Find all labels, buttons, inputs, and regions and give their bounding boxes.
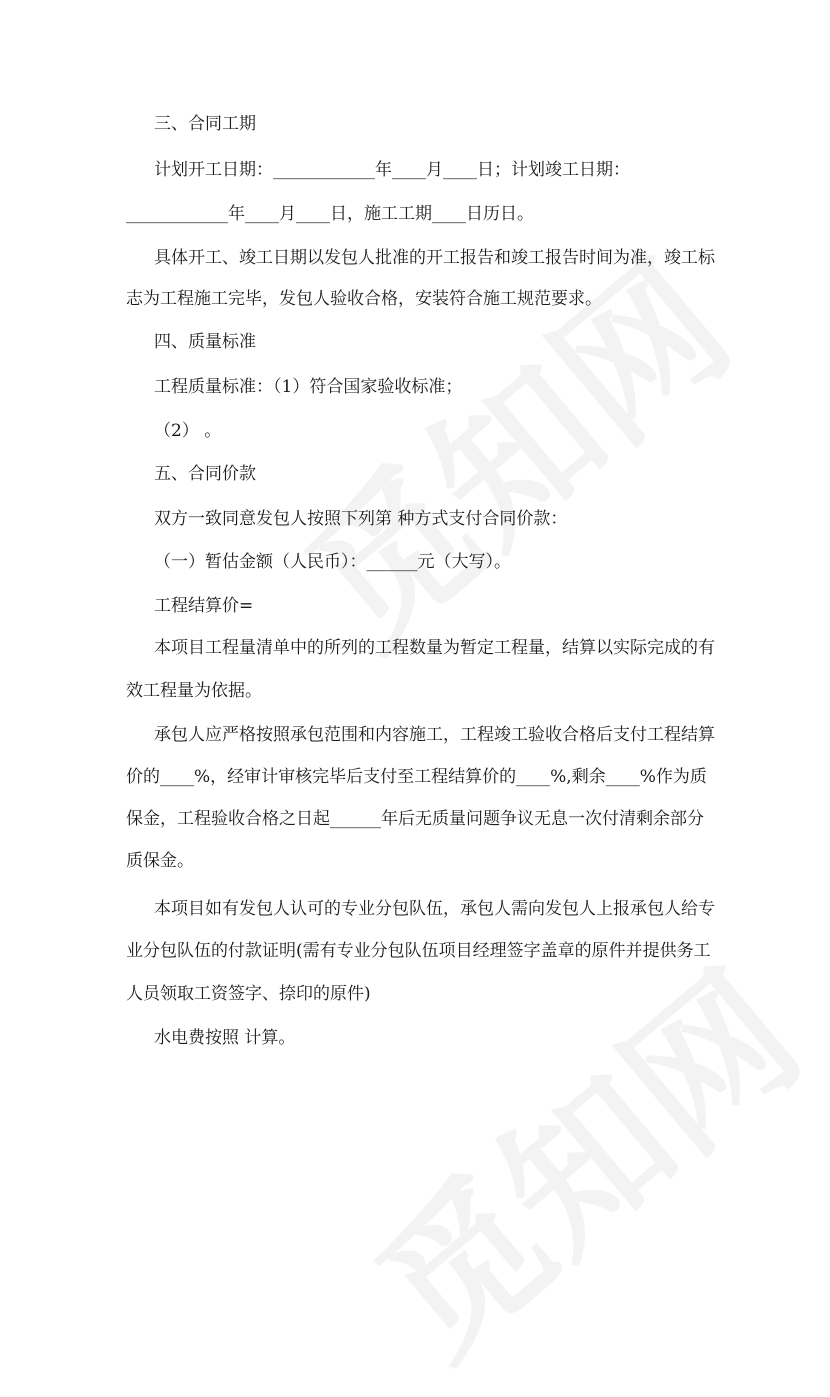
paragraph-line: 承包人应严格按照承包范围和内容施工，工程竣工验收合格后支付工程结算 bbox=[154, 725, 715, 745]
paragraph-line: 业分包队伍的付款证明(需有专业分包队伍项目经理签字盖章的原件并提供务工 bbox=[126, 941, 711, 961]
paragraph-line: 双方一致同意发包人按照下列第 种方式支付合同价款： bbox=[154, 509, 568, 529]
section-heading-contract-price: 五、合同价款 bbox=[154, 464, 256, 484]
paragraph-line: 质保金。 bbox=[126, 851, 194, 871]
paragraph-line: 工程结算价= bbox=[154, 596, 254, 616]
paragraph-line: 本项目如有发包人认可的专业分包队伍，承包人需向发包人上报承包人给专 bbox=[154, 899, 715, 919]
paragraph-line: ____________年____月____日，施工工期____日历日。 bbox=[126, 204, 534, 224]
paragraph-line: 工程质量标准：（1）符合国家验收标准； bbox=[154, 377, 463, 397]
paragraph-line: 志为工程施工完毕，发包人验收合格，安装符合施工规范要求。 bbox=[126, 289, 602, 309]
paragraph-line: 水电费按照 计算。 bbox=[154, 1028, 296, 1048]
section-heading-contract-period: 三、合同工期 bbox=[154, 114, 256, 134]
section-heading-quality-standard: 四、质量标准 bbox=[154, 332, 256, 352]
paragraph-line: 保金，工程验收合格之日起______年后无质量问题争议无息一次付清剩余部分 bbox=[126, 809, 704, 829]
paragraph-line: 具体开工、竣工日期以发包人批准的开工报告和竣工报告时间为准，竣工标 bbox=[154, 248, 715, 268]
paragraph-line: （2） 。 bbox=[154, 421, 222, 441]
paragraph-line: （一）暂估金额（人民币）：______元（大写）。 bbox=[154, 552, 511, 572]
paragraph-line: 本项目工程量清单中的所列的工程数量为暂定工程量，结算以实际完成的有 bbox=[154, 638, 715, 658]
paragraph-line: 价的____%，经审计审核完毕后支付至工程结算价的____%,剩余____%作为质 bbox=[126, 767, 707, 787]
paragraph-line: 人员领取工资签字、捺印的原件) bbox=[126, 984, 371, 1004]
paragraph-line: 计划开工日期：____________年____月____日；计划竣工日期： bbox=[154, 160, 630, 180]
paragraph-line: 效工程量为依据。 bbox=[126, 681, 262, 701]
